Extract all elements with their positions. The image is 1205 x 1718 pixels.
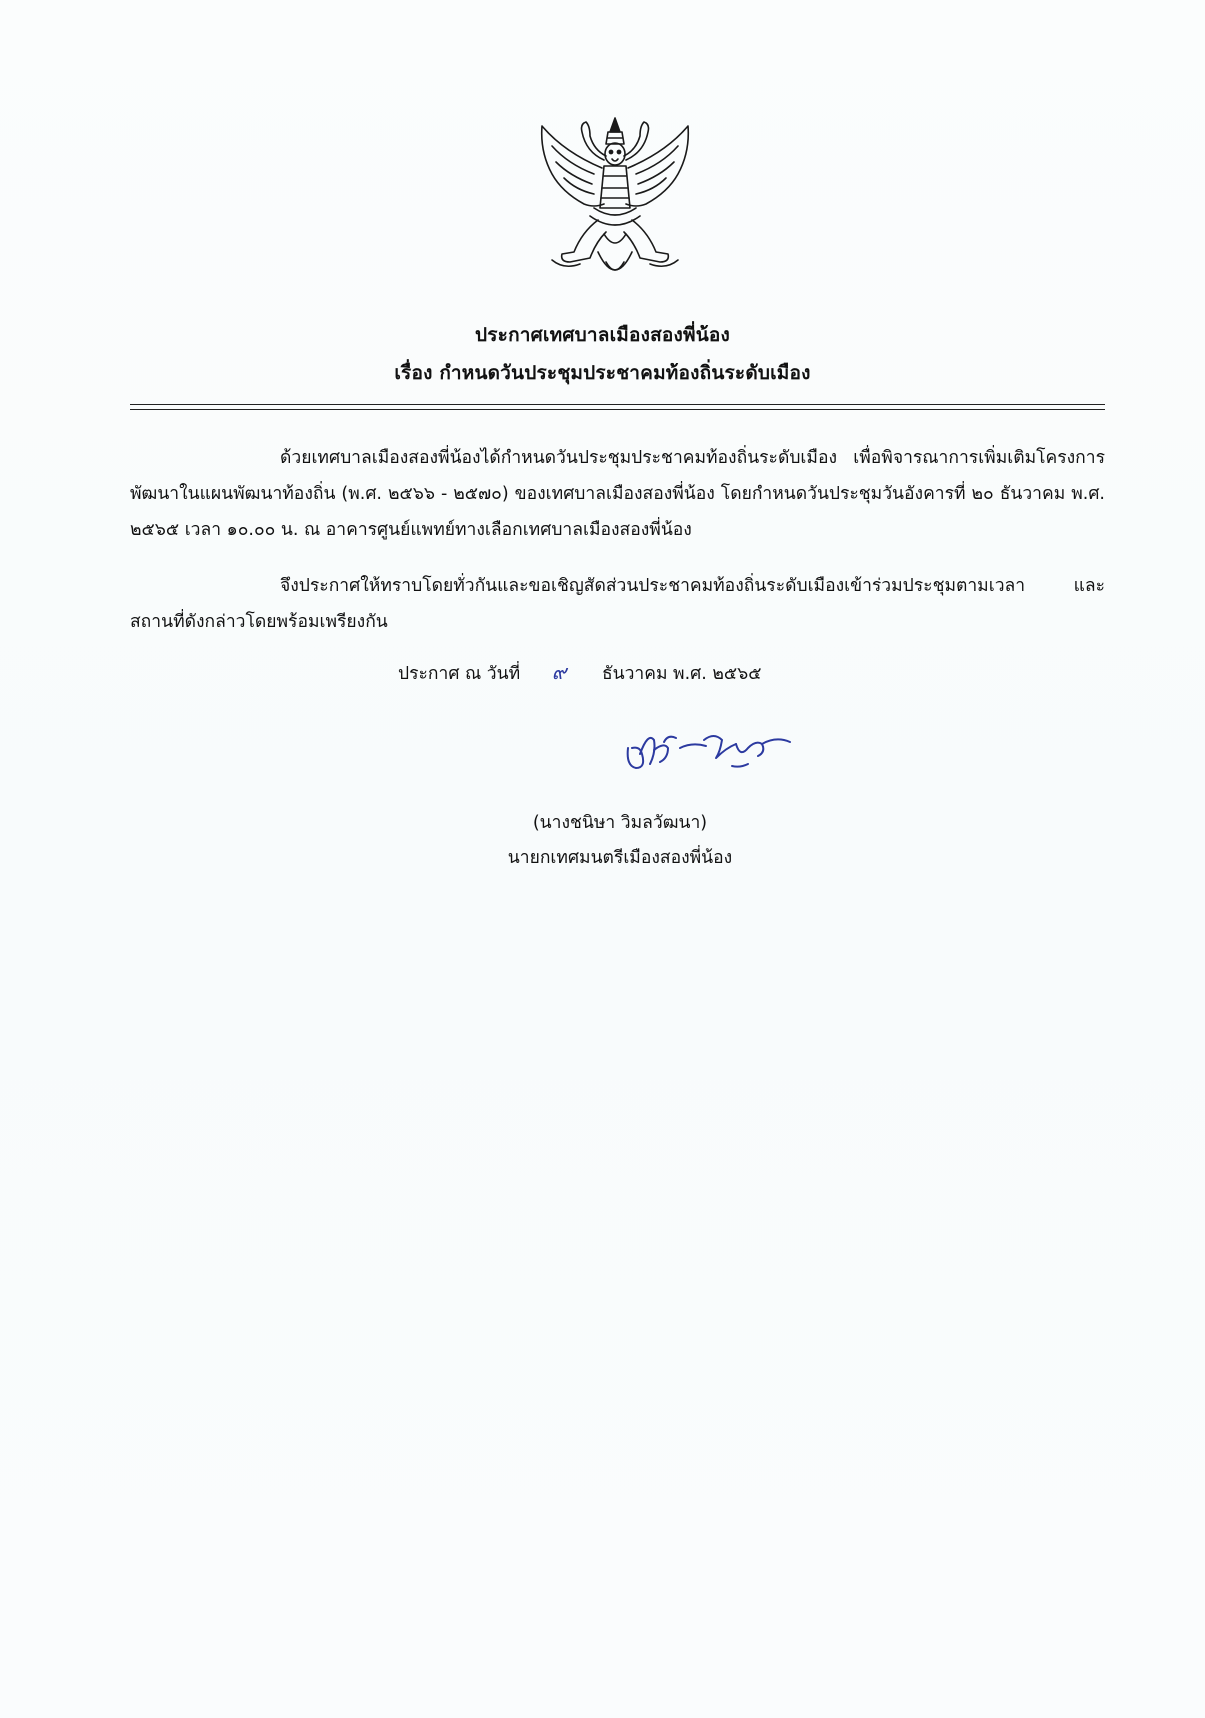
garuda-emblem-icon bbox=[534, 112, 696, 288]
handwritten-signature bbox=[620, 718, 820, 778]
announcement-paragraph: ด้วยเทศบาลเมืองสองพี่น้องได้กำหนดวันประชุมประชาคมท้องถิ่นระดับเมือง เพื่อพิจารณาการเพิ่มเติมโครงการพัฒนาในแผนพัฒนาท้องถิ่น (พ.ศ. ๒๕๖๖ - ๒๕๗๐) ของเทศบาลเมืองสองพี่น้อง โดยกำหนดวันประชุมวันอังคารที่ ๒๐ ธันวาคม พ.ศ. ๒๕๖๕ เวลา ๑๐.๐๐ น. ณ อาคารศูนย์แพทย์ทางเลือกเทศบาลเมืองสองพี่น้อง bbox=[130, 448, 1105, 540]
date-month-year: ธันวาคม พ.ศ. ๒๕๖๕ bbox=[601, 664, 762, 684]
date-prefix: ประกาศ ณ วันที่ bbox=[398, 664, 521, 684]
handwritten-day: ๙ bbox=[551, 660, 567, 684]
organization-heading: ประกาศเทศบาลเมืองสองพี่น้อง bbox=[475, 324, 730, 346]
double-rule-top bbox=[130, 404, 1105, 405]
signatory-name: (นางชนิษา วิมลวัฒนา) bbox=[532, 813, 708, 833]
invitation-paragraph: จึงประกาศให้ทราบโดยทั่วกันและขอเชิญสัดส่วนประชาคมท้องถิ่นระดับเมืองเข้าร่วมประชุมตามเวลา และสถานที่ดังกล่าวโดยพร้อมเพรียงกัน bbox=[130, 576, 1105, 632]
double-rule-bottom bbox=[130, 409, 1105, 410]
date-line bbox=[398, 656, 762, 688]
signatory-title: นายกเทศมนตรีเมืองสองพี่น้อง bbox=[507, 848, 733, 868]
subject-heading: เรื่อง กำหนดวันประชุมประชาคมท้องถิ่นระดับเมือง bbox=[394, 362, 811, 384]
